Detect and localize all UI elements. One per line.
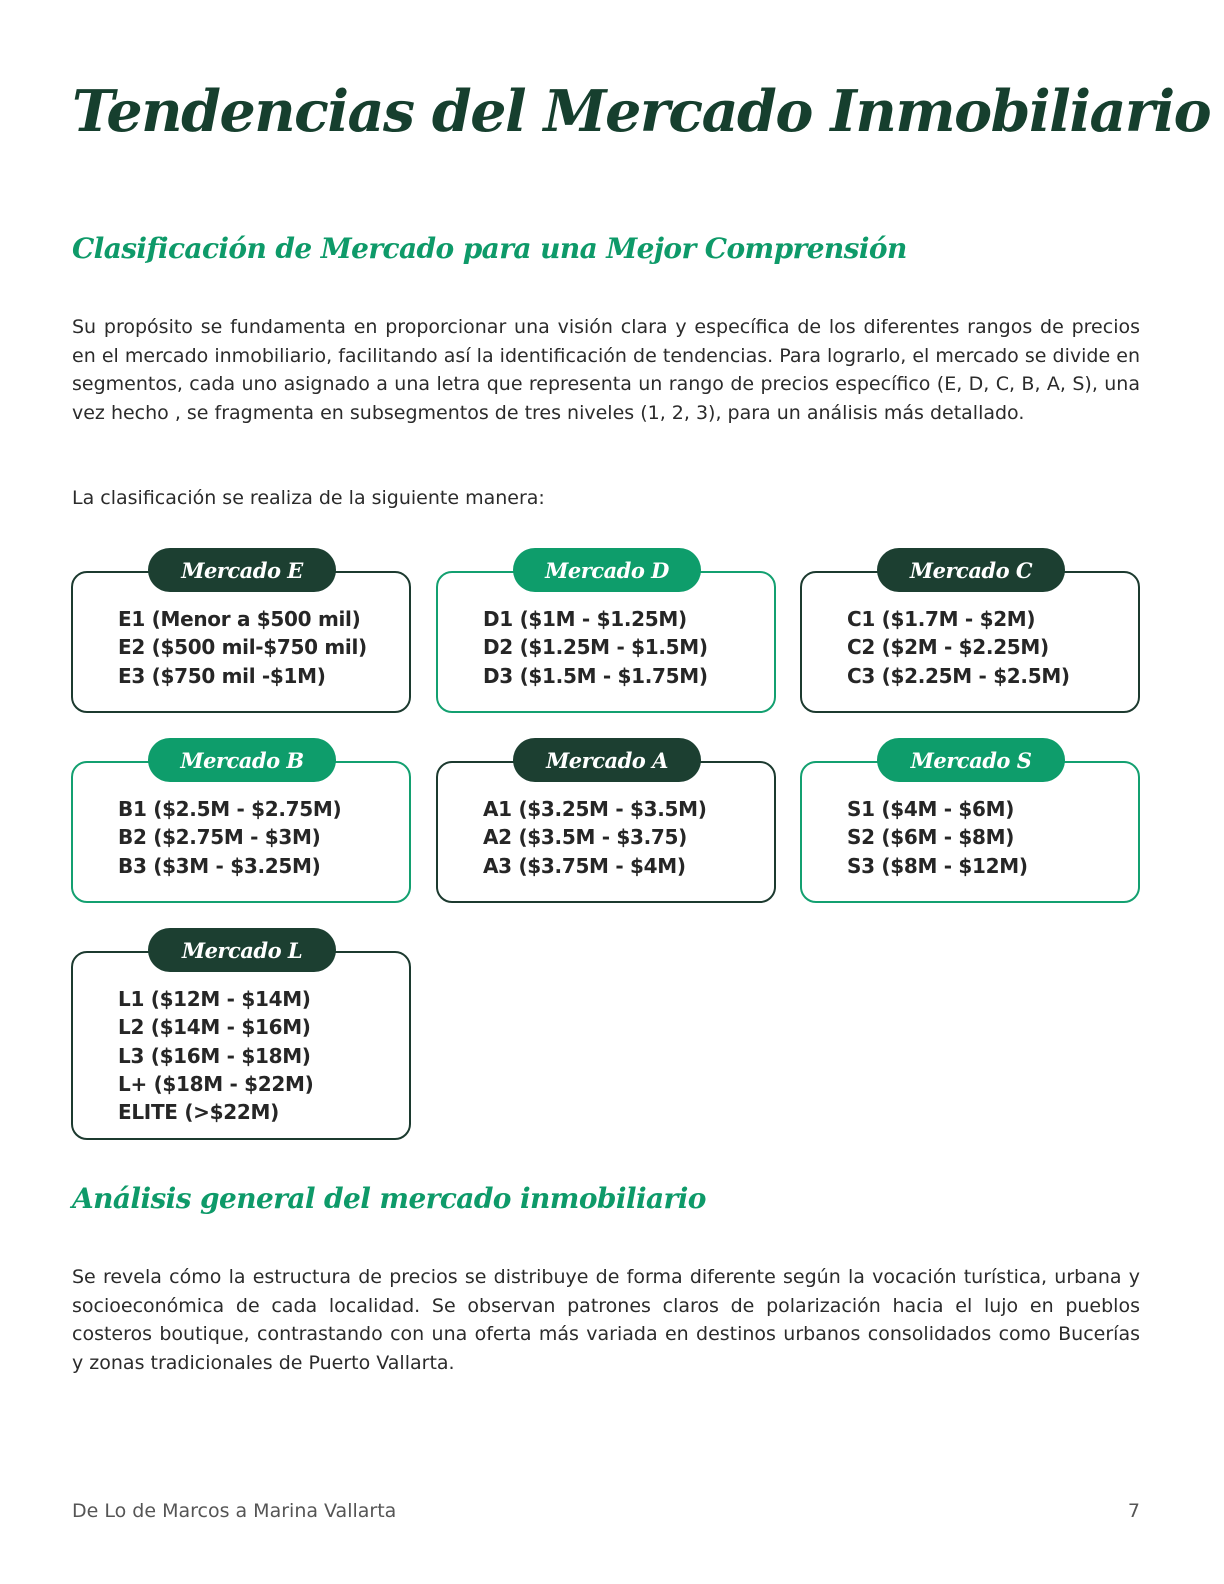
market-card-l (71, 937, 411, 1140)
market-label: Mercado E (148, 548, 336, 592)
range-item: E2 ($500 mil-$750 mil) (118, 635, 367, 660)
range-item: A3 ($3.75M - $4M) (483, 853, 686, 878)
range-item: D1 ($1M - $1.25M) (483, 607, 687, 631)
classification-intro: La clasificación se realiza de la siguiente manera: (72, 487, 545, 509)
market-card-d (436, 557, 776, 713)
range-item: D2 ($1.25M - $1.5M) (483, 635, 708, 660)
range-item: C1 ($1.7M - $2M) (847, 607, 1036, 631)
section-heading-analysis: Análisis general del mercado inmobiliario (72, 1182, 706, 1215)
page-title: Tendencias del Mercado Inmobiliario (72, 78, 1211, 145)
market-ranges (73, 953, 409, 1126)
range-item: A1 ($3.25M - $3.5M) (483, 797, 707, 821)
market-label: Mercado C (877, 548, 1065, 592)
range-item: E1 (Menor a $500 mil) (118, 607, 361, 631)
market-label: Mercado B (148, 738, 336, 782)
section-heading-classification: Clasificación de Mercado para una Mejor Comprensión (72, 232, 907, 265)
page-number: 7 (1127, 1500, 1140, 1522)
market-card-a (436, 747, 776, 903)
range-item: L2 ($14M - $16M) (118, 1015, 311, 1040)
range-item: E3 ($750 mil -$1M) (118, 663, 326, 688)
range-item: S1 ($4M - $6M) (847, 797, 1015, 821)
range-item: B3 ($3M - $3.25M) (118, 853, 321, 878)
range-item: L3 ($16M - $18M) (118, 1043, 311, 1068)
market-card-s (800, 747, 1140, 903)
market-label: Mercado A (513, 738, 701, 782)
market-label: Mercado L (148, 928, 336, 972)
analysis-paragraph: Se revela cómo la estructura de precios se distribuye de forma diferente según la vocación turística, urbana y socioeconómica de cada localidad. Se observan patrones claros de polarización hacia el lujo en pueblos costeros boutique, contrastando con una oferta más variada en destinos urbanos consolidados como Bucerías y zonas tradicionales de Puerto Vallarta. (72, 1266, 1140, 1375)
market-label: Mercado S (877, 738, 1065, 782)
range-item: S2 ($6M - $8M) (847, 825, 1015, 850)
market-card-c (800, 557, 1140, 713)
market-label: Mercado D (513, 548, 701, 592)
market-card-b (71, 747, 411, 903)
range-item: ELITE (>$22M) (118, 1100, 279, 1125)
range-item: D3 ($1.5M - $1.75M) (483, 663, 708, 688)
range-item: S3 ($8M - $12M) (847, 853, 1028, 878)
range-item: B1 ($2.5M - $2.75M) (118, 797, 342, 821)
range-item: B2 ($2.75M - $3M) (118, 825, 321, 850)
market-card-e (71, 557, 411, 713)
range-item: L+ ($18M - $22M) (118, 1071, 314, 1096)
range-item: L1 ($12M - $14M) (118, 987, 311, 1011)
footer-text: De Lo de Marcos a Marina Vallarta (72, 1500, 397, 1522)
range-item: C2 ($2M - $2.25M) (847, 635, 1049, 660)
range-item: A2 ($3.5M - $3.75) (483, 825, 687, 850)
classification-paragraph: Su propósito se fundamenta en proporcionar una visión clara y específica de los diferentes rangos de precios en el mercado inmobiliario, facilitando así la identificación de tendencias. Para lograrlo, el mercado se divide en segmentos, cada uno asignado a una letra que representa un rango de precios específico (E, D, C, B, A, S), una vez hecho , se fragmenta en subsegmentos de tres niveles (1, 2, 3), para un análisis más detallado. (72, 316, 1140, 425)
range-item: C3 ($2.25M - $2.5M) (847, 663, 1070, 688)
